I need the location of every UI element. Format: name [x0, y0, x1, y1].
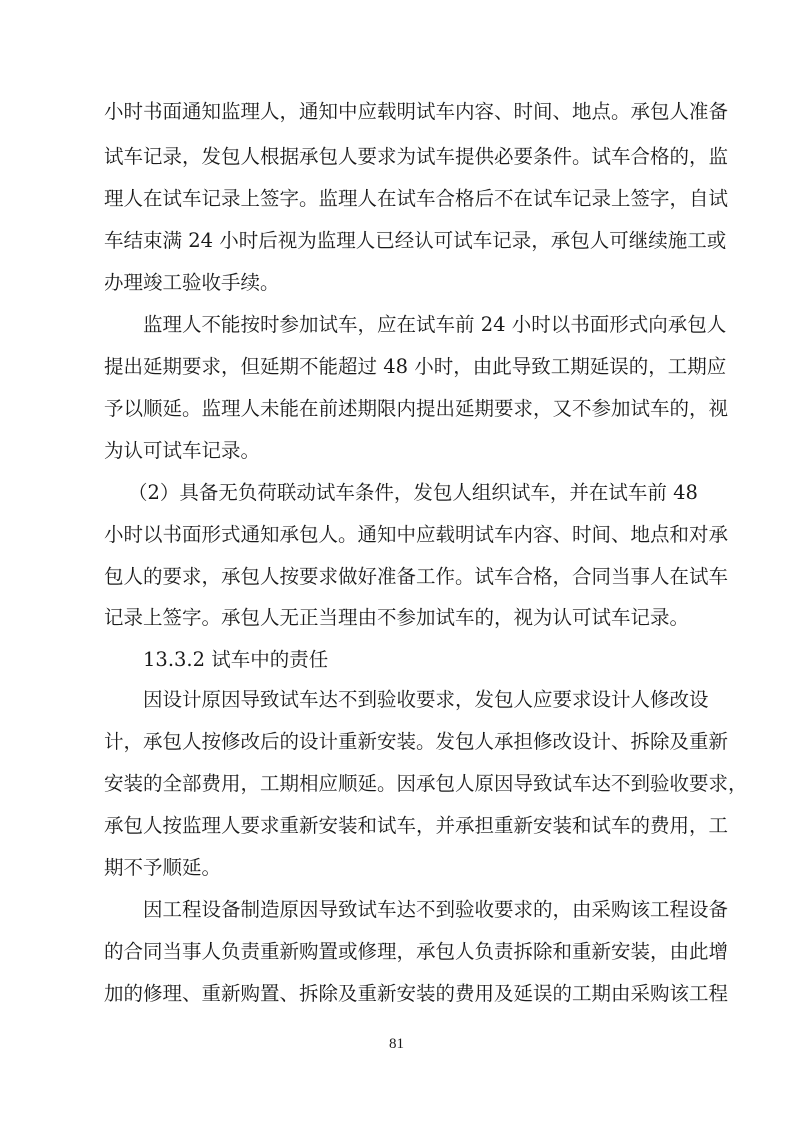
paragraph-5-line-3: 安装的全部费用，工期相应顺延。因承包人原因导致试车达不到验收要求， — [104, 772, 748, 795]
paragraph-5-line-4: 承包人按监理人要求重新安装和试车，并承担重新安装和试车的费用，工 — [104, 814, 729, 837]
paragraph-3-line-4: 记录上签字。承包人无正当理由不参加试车的，视为认可试车记录。 — [104, 606, 690, 629]
paragraph-5-line-1: 因设计原因导致试车达不到验收要求，发包人应要求设计人修改设 — [143, 688, 709, 711]
paragraph-2-line-1: 监理人不能按时参加试车，应在试车前 24 小时以书面形式向承包人 — [143, 313, 727, 336]
paragraph-6-line-2: 的合同当事人负责重新购置或修理，承包人负责拆除和重新安装，由此增 — [104, 940, 729, 963]
paragraph-1-line-5: 办理竣工验收手续。 — [104, 271, 280, 294]
paragraph-2-line-3: 予以顺延。监理人未能在前述期限内提出延期要求，又不参加试车的，视 — [104, 397, 729, 420]
paragraph-2-line-2: 提出延期要求，但延期不能超过 48 小时，由此导致工期延误的，工期应 — [104, 355, 727, 378]
page-number: 81 — [389, 1036, 404, 1052]
paragraph-1-line-2: 试车记录，发包人根据承包人要求为试车提供必要条件。试车合格的，监 — [104, 145, 729, 168]
paragraph-3-line-1: （2）具备无负荷联动试车条件，发包人组织试车，并在试车前 48 — [128, 481, 698, 504]
paragraph-5-line-5: 期不予顺延。 — [104, 856, 222, 879]
paragraph-1-line-3: 理人在试车记录上签字。监理人在试车合格后不在试车记录上签字，自试 — [104, 187, 729, 210]
paragraph-3-line-2: 小时以书面形式通知承包人。通知中应载明试车内容、时间、地点和对承 — [104, 523, 729, 546]
paragraph-6-line-3: 加的修理、重新购置、拆除及重新安装的费用及延误的工期由采购该工程 — [104, 982, 729, 1005]
paragraph-5-line-2: 计，承包人按修改后的设计重新安装。发包人承担修改设计、拆除及重新 — [104, 730, 729, 753]
paragraph-1-line-4: 车结束满 24 小时后视为监理人已经认可试车记录，承包人可继续施工或 — [104, 229, 727, 252]
section-heading: 13.3.2 试车中的责任 — [143, 648, 329, 671]
paragraph-1-line-1: 小时书面通知监理人，通知中应载明试车内容、时间、地点。承包人准备 — [104, 100, 729, 123]
paragraph-6-line-1: 因工程设备制造原因导致试车达不到验收要求的，由采购该工程设备 — [143, 898, 729, 921]
paragraph-3-line-3: 包人的要求，承包人按要求做好准备工作。试车合格，合同当事人在试车 — [104, 565, 729, 588]
paragraph-2-line-4: 为认可试车记录。 — [104, 439, 261, 462]
